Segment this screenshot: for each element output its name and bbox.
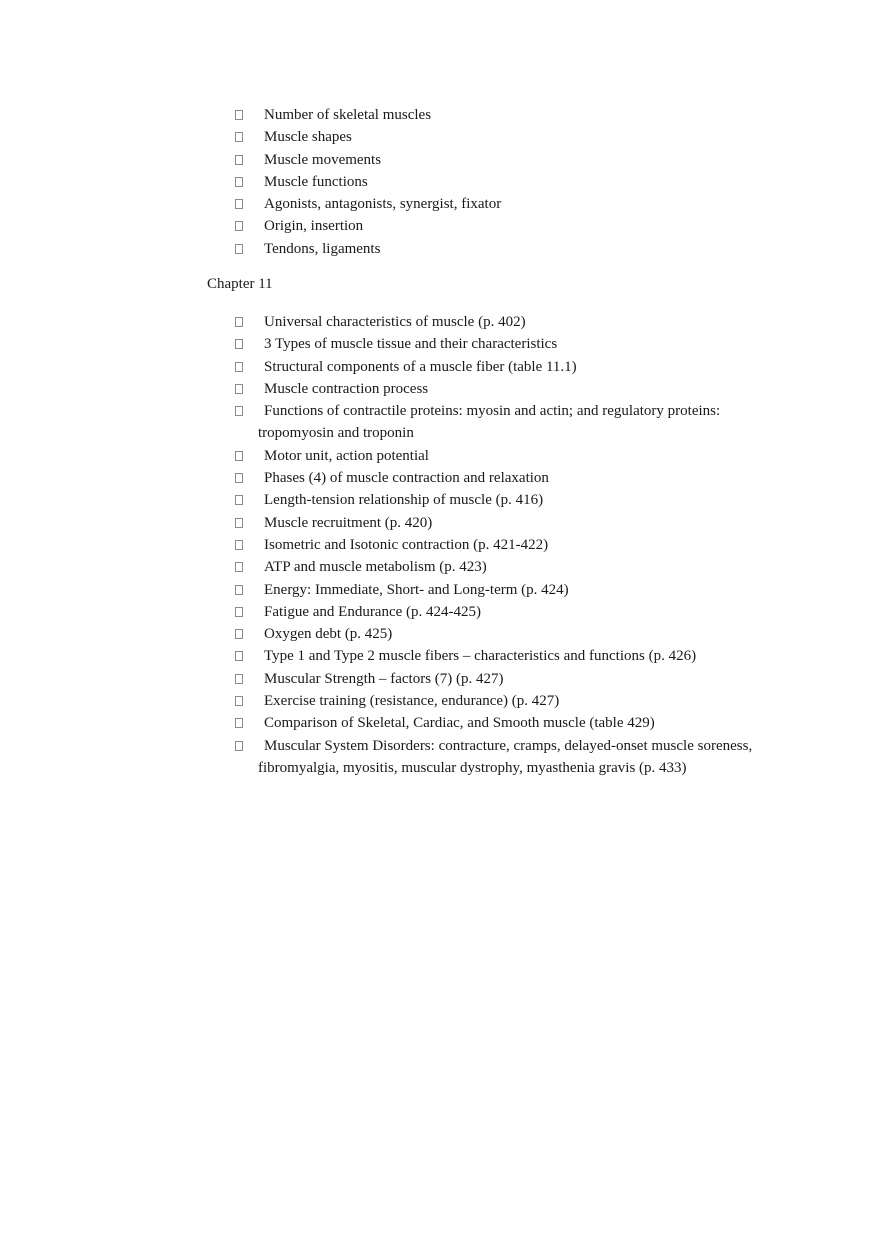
list-item: Muscular System Disorders: contracture, cramps, delayed-onset muscle soreness, fibromyalgia, myositis, muscular dystrophy, myasthenia gravis (p. 433) [234,735,794,780]
list-item: Number of skeletal muscles [234,104,794,126]
chapter-11-topics-list [234,311,794,779]
list-item: Fatigue and Endurance (p. 424-425) [234,601,794,623]
list-item: Tendons, ligaments [234,238,794,260]
list-item: Energy: Immediate, Short- and Long-term (p. 424) [234,579,794,601]
checkbox-icon [235,473,243,483]
list-item: Oxygen debt (p. 425) [234,623,794,645]
list-item: Type 1 and Type 2 muscle fibers – characteristics and functions (p. 426) [234,645,794,667]
checkbox-icon [235,607,243,617]
list-item: Universal characteristics of muscle (p. 402) [234,311,794,333]
list-item: Muscle functions [234,171,794,193]
checkbox-icon [235,585,243,595]
list-item: Agonists, antagonists, synergist, fixator [234,193,794,215]
checkbox-icon [235,495,243,505]
list-item: Muscular Strength – factors (7) (p. 427) [234,668,794,690]
list-item: Exercise training (resistance, endurance) (p. 427) [234,690,794,712]
checkbox-icon [235,674,243,684]
checkbox-icon [235,132,243,142]
checkbox-icon [235,451,243,461]
checkbox-icon [235,199,243,209]
checkbox-icon [235,629,243,639]
list-item: ATP and muscle metabolism (p. 423) [234,556,794,578]
list-item: 3 Types of muscle tissue and their characteristics [234,333,794,355]
list-item: Origin, insertion [234,215,794,237]
list-item: Functions of contractile proteins: myosin and actin; and regulatory proteins: tropomyosin and troponin [234,400,794,445]
list-item: Phases (4) of muscle contraction and relaxation [234,467,794,489]
list-item: Motor unit, action potential [234,445,794,467]
muscle-topics-list [234,104,794,260]
checkbox-icon [235,651,243,661]
list-item: Isometric and Isotonic contraction (p. 421-422) [234,534,794,556]
list-item: Comparison of Skeletal, Cardiac, and Smooth muscle (table 429) [234,712,794,734]
list-item: Muscle movements [234,149,794,171]
list-item: Muscle recruitment (p. 420) [234,512,794,534]
checkbox-icon [235,562,243,572]
checkbox-icon [235,244,243,254]
list-item: Structural components of a muscle fiber (table 11.1) [234,356,794,378]
checkbox-icon [235,339,243,349]
checkbox-icon [235,362,243,372]
checkbox-icon [235,317,243,327]
list-item: Muscle shapes [234,126,794,148]
list-item: Muscle contraction process [234,378,794,400]
checkbox-icon [235,177,243,187]
checkbox-icon [235,518,243,528]
checkbox-icon [235,741,243,751]
checkbox-icon [235,384,243,394]
list-item: Length-tension relationship of muscle (p. 416) [234,489,794,511]
checkbox-icon [235,155,243,165]
checkbox-icon [235,406,243,416]
checkbox-icon [235,110,243,120]
checkbox-icon [235,718,243,728]
checkbox-icon [235,540,243,550]
chapter-heading: Chapter 11 [207,276,273,292]
checkbox-icon [235,696,243,706]
checkbox-icon [235,221,243,231]
